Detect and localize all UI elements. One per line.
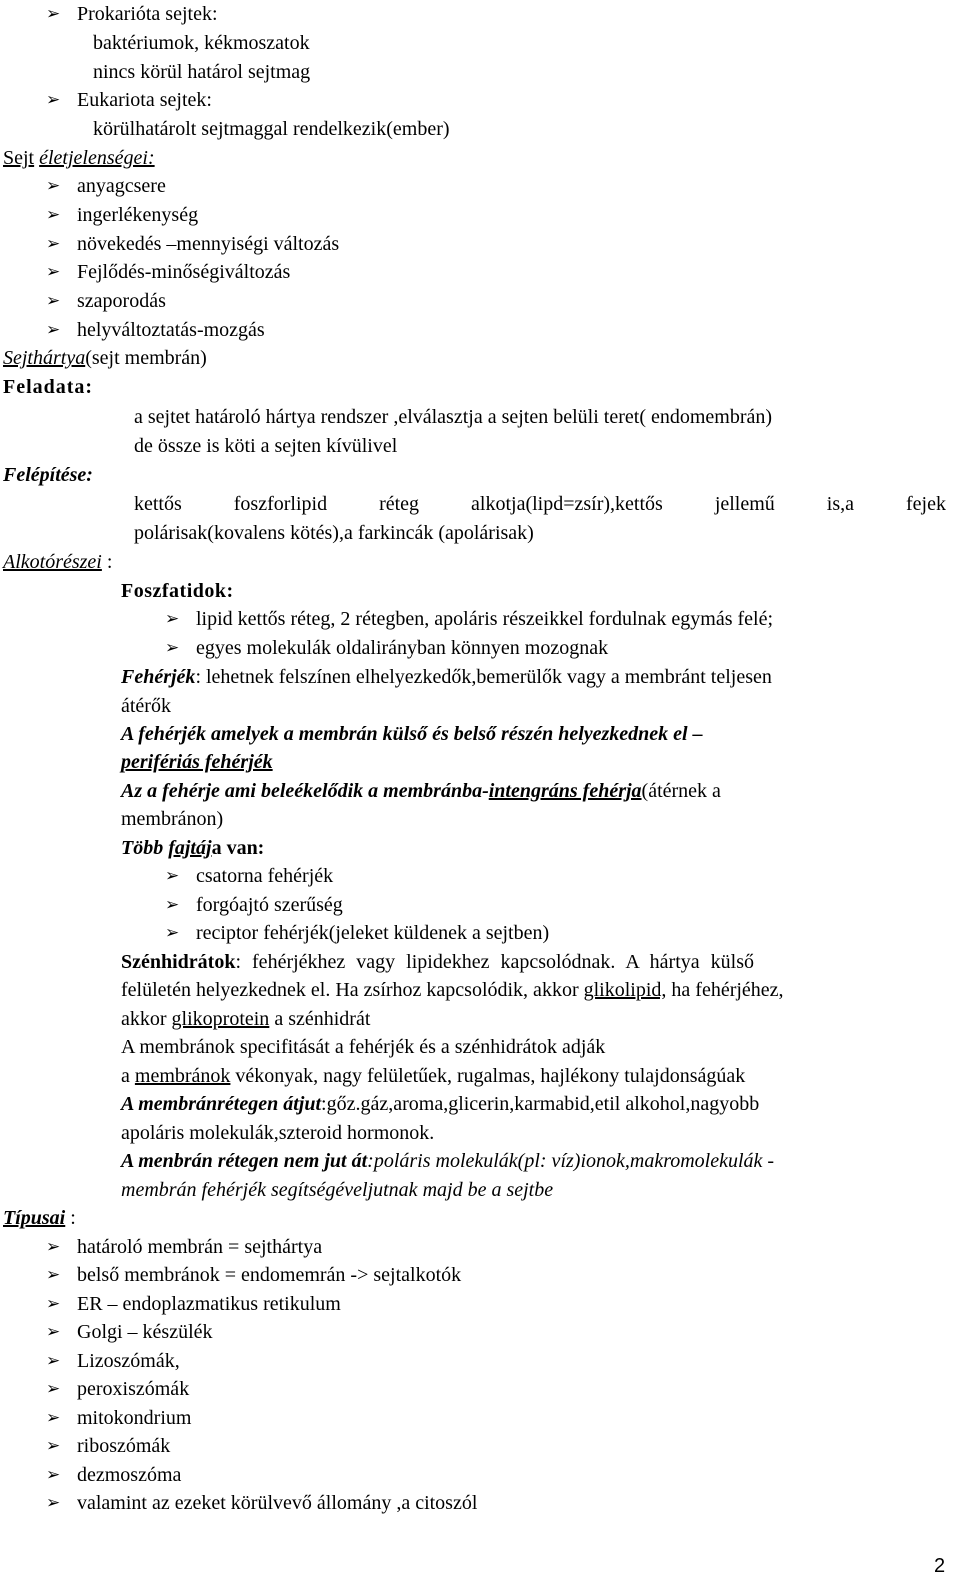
list-item: ➢ csatorna fehérjék <box>196 863 333 889</box>
integrans-line: Az a fehérje ami beleékelődik a membránba-intengráns fehérja(átérnek a <box>121 780 721 802</box>
feladata-line-1: a sejtet határoló hártya rendszer ,elválasztja a sejten belüli teret( endomembrán) <box>134 406 773 428</box>
felepitese-line-2: polárisak(kovalens kötés),a farkincák (apolárisak) <box>134 522 534 544</box>
feladata-line-2: de össze is köti a sejten kívülivel <box>134 435 398 457</box>
list-item: ➢ Golgi – készülék <box>77 1319 213 1345</box>
nemjut-line-1: A menbrán rétegen nem jut át:poláris molekulák(pl: víz)ionok,makromolekulák - <box>121 1150 775 1172</box>
list-item: ➢ határoló membrán = sejthártya <box>77 1234 322 1260</box>
list-item: ➢ forgóajtó szerűség <box>196 892 343 918</box>
atjut-line-2: apoláris molekulák,szteroid hormonok. <box>121 1122 435 1144</box>
periferias-term: perifériás fehérjék <box>121 751 273 773</box>
prokariota-heading: ➢ Prokarióta sejtek: <box>77 1 218 27</box>
list-item: ➢ mitokondrium <box>77 1405 191 1431</box>
list-item: ➢ reciptor fehérjék(jeleket küldenek a sejtben) <box>196 920 549 946</box>
szenhidrat-line-2: felületén helyezkednek el. Ha zsírhoz kapcsolódik, akkor glikolipid, ha fehérjéhez, <box>121 979 784 1001</box>
felepitese-heading: Felépítése: <box>3 464 93 486</box>
list-item: ➢ növekedés –mennyiségi változás <box>77 231 339 257</box>
list-item: ➢ belső membránok = endomemrán -> sejtalkotók <box>77 1262 461 1288</box>
prokariota-line-1: baktériumok, kékmoszatok <box>93 32 310 54</box>
szenhidrat-line-3: akkor glikoprotein a szénhidrát <box>121 1008 371 1030</box>
tipusai-heading: Típusai : <box>3 1207 76 1229</box>
vekony-line: a membránok vékonyak, nagy felületűek, rugalmas, hajlékony tulajdonságúak <box>121 1065 746 1087</box>
list-item: ➢ lipid kettős réteg, 2 rétegben, apoláris részeikkel fordulnak egymás felé; <box>196 606 773 632</box>
eukariota-line-1: körülhatárolt sejtmaggal rendelkezik(ember) <box>93 118 450 140</box>
alkotoreszei-heading: Alkotórészei : <box>3 551 113 573</box>
list-item: ➢ riboszómák <box>77 1433 170 1459</box>
integrans-line-2: membránon) <box>121 808 224 830</box>
eletjelensegek-heading: Sejt életjelenségei: <box>3 147 155 169</box>
list-item: ➢ dezmoszóma <box>77 1462 181 1488</box>
felepitese-line-1: kettős foszforlipid réteg alkotja(lipd=zsír),kettős jellemű is,a fejek <box>134 493 946 515</box>
foszfatidok-heading: Foszfatidok: <box>121 580 234 602</box>
feherjek-line: Fehérjék: lehetnek felszínen elhelyezkedők,bemerülők vagy a membránt teljesen <box>121 666 772 688</box>
atjut-line-1: A membránrétegen átjut:gőz.gáz,aroma,glicerin,karmabid,etil alkohol,nagyobb <box>121 1093 760 1115</box>
specifitas-line: A membránok specifitását a fehérjék és a szénhidrátok adják <box>121 1036 606 1058</box>
feherjek-line-2: átérők <box>121 695 171 717</box>
list-item: ➢ szaporodás <box>77 288 166 314</box>
periferias-line: A fehérjék amelyek a membrán külső és belső részén helyezkednek el – <box>121 723 703 745</box>
prokariota-line-2: nincs körül határol sejtmag <box>93 61 311 83</box>
list-item: ➢ Fejlődés-minőségiváltozás <box>77 259 290 285</box>
list-item: ➢ ingerlékenység <box>77 202 198 228</box>
list-item: ➢ helyváltoztatás-mozgás <box>77 317 265 343</box>
list-item: ➢ valamint az ezeket körülvevő állomány ,a citoszól <box>77 1490 477 1516</box>
feladata-heading: Feladata: <box>3 376 94 398</box>
tobb-fajta-heading: Több fajtája van: <box>121 837 265 859</box>
nemjut-line-2: membrán fehérjék segítségéveljutnak majd be a sejtbe <box>121 1179 554 1201</box>
list-item: ➢ ER – endoplazmatikus retikulum <box>77 1291 341 1317</box>
sejthartya-heading: Sejthártya(sejt membrán) <box>3 347 207 369</box>
list-item: ➢ peroxiszómák <box>77 1376 189 1402</box>
page-number: 2 <box>934 1555 946 1577</box>
list-item: ➢ anyagcsere <box>77 173 166 199</box>
szenhidrat-line-1: Szénhidrátok: fehérjékhez vagy lipidekhez kapcsolódnak. A hártya külső <box>121 951 754 973</box>
list-item: ➢ Lizoszómák, <box>77 1348 180 1374</box>
list-item: ➢ egyes molekulák oldalirányban könnyen mozognak <box>196 635 608 661</box>
eukariota-heading: ➢ Eukariota sejtek: <box>77 87 212 113</box>
